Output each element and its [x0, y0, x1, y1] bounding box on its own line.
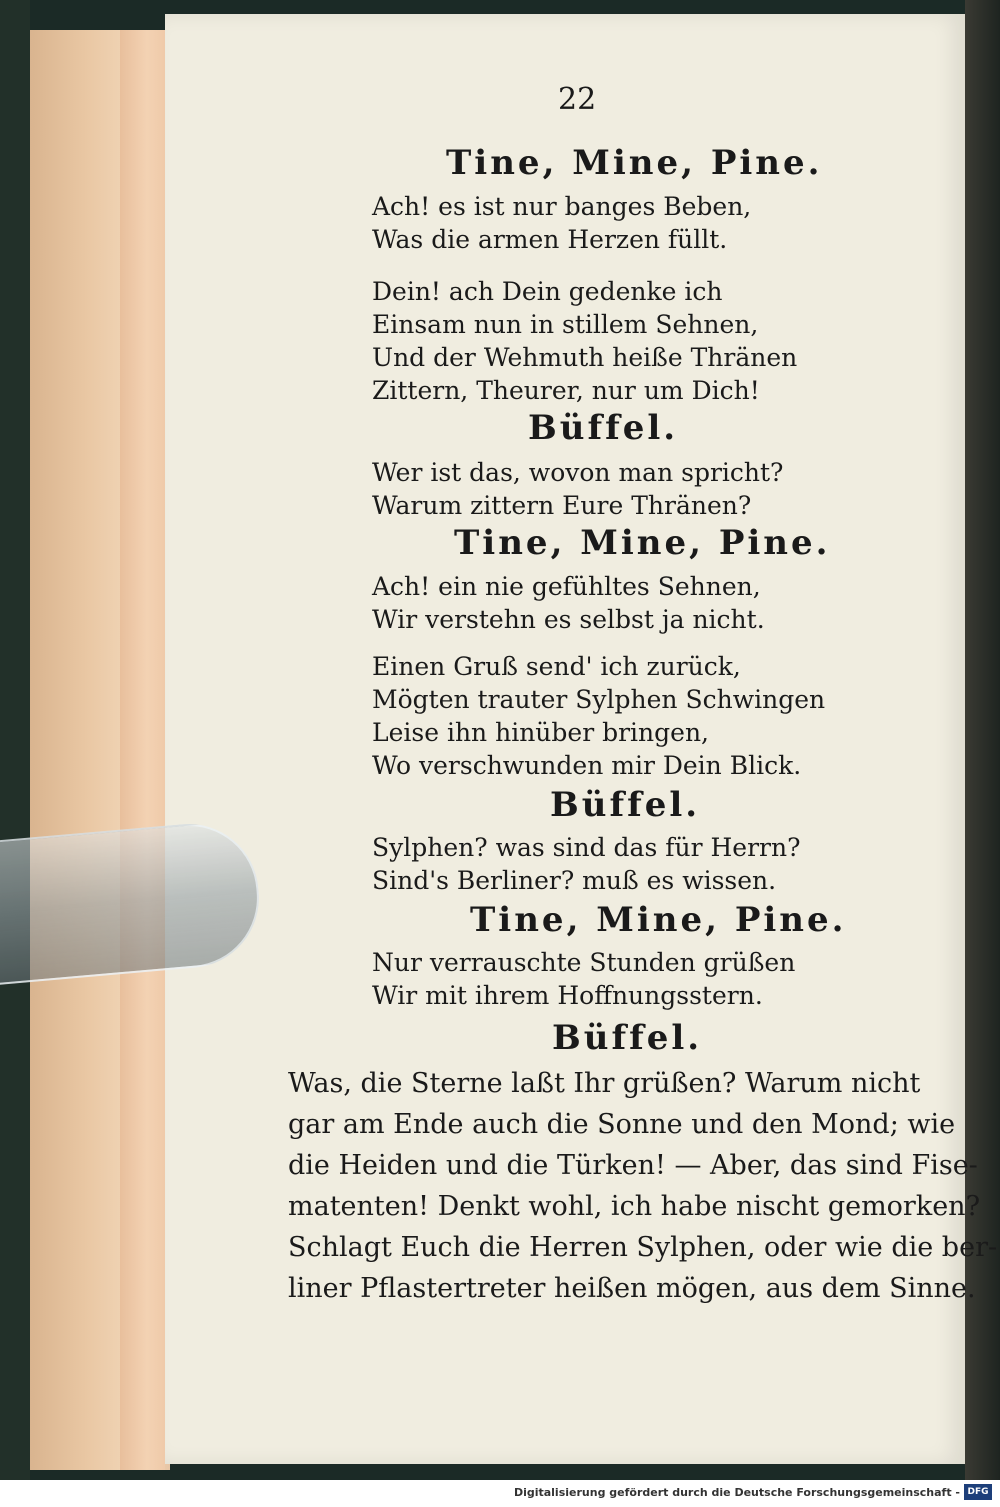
verse-line: Wer ist das, wovon man spricht?: [372, 458, 784, 487]
verse-line: Leise ihn hinüber bringen,: [372, 718, 709, 747]
verse-line: Ach! es ist nur banges Beben,: [372, 192, 752, 221]
verse-line: Einen Gruß send' ich zurück,: [372, 652, 741, 681]
verse-line: Warum zittern Eure Thränen?: [372, 491, 752, 520]
speaker-heading: Tine, Mine, Pine.: [454, 523, 831, 563]
verse-line: Ach! ein nie gefühltes Sehnen,: [372, 572, 761, 601]
verse-line: Wo verschwunden mir Dein Blick.: [372, 751, 802, 780]
speaker-heading: Tine, Mine, Pine.: [446, 143, 823, 183]
prose-line: gar am Ende auch die Sonne und den Mond; wie: [288, 1109, 956, 1140]
verse-line: Einsam nun in stillem Sehnen,: [372, 310, 759, 339]
speaker-heading: Büffel.: [528, 408, 679, 448]
verse-line: Wir verstehn es selbst ja nicht.: [372, 605, 765, 634]
page-number: 22: [558, 82, 597, 117]
verse-line: Und der Wehmuth heiße Thränen: [372, 343, 798, 372]
verse-line: Mögten trauter Sylphen Schwingen: [372, 685, 826, 714]
verse-line: Sylphen? was sind das für Herrn?: [372, 833, 801, 862]
speaker-heading: Büffel.: [550, 785, 701, 825]
verse-line: Sind's Berliner? muß es wissen.: [372, 866, 777, 895]
prose-line: liner Pflastertreter heißen mögen, aus dem Sinne.: [288, 1273, 976, 1304]
verse-line: Nur verrauschte Stunden grüßen: [372, 948, 796, 977]
speaker-heading: Büffel.: [552, 1018, 703, 1058]
prose-line: matenten! Denkt wohl, ich habe nischt gemorken?: [288, 1191, 981, 1222]
prose-line: die Heiden und die Türken! — Aber, das sind Fise-: [288, 1150, 978, 1181]
verse-line: Zittern, Theurer, nur um Dich!: [372, 376, 760, 405]
prose-line: Schlagt Euch die Herren Sylphen, oder wie die ber-: [288, 1232, 998, 1263]
speaker-heading: Tine, Mine, Pine.: [470, 900, 847, 940]
digitization-credit: Digitalisierung gefördert durch die Deutsche Forschungsgemeinschaft -: [513, 1486, 960, 1499]
verse-line: Wir mit ihrem Hoffnungsstern.: [372, 981, 763, 1010]
verse-line: Was die armen Herzen füllt.: [372, 225, 728, 254]
dfg-logo: DFG: [964, 1484, 992, 1500]
prose-line: Was, die Sterne laßt Ihr grüßen? Warum nicht: [288, 1068, 921, 1099]
verse-line: Dein! ach Dein gedenke ich: [372, 277, 723, 306]
